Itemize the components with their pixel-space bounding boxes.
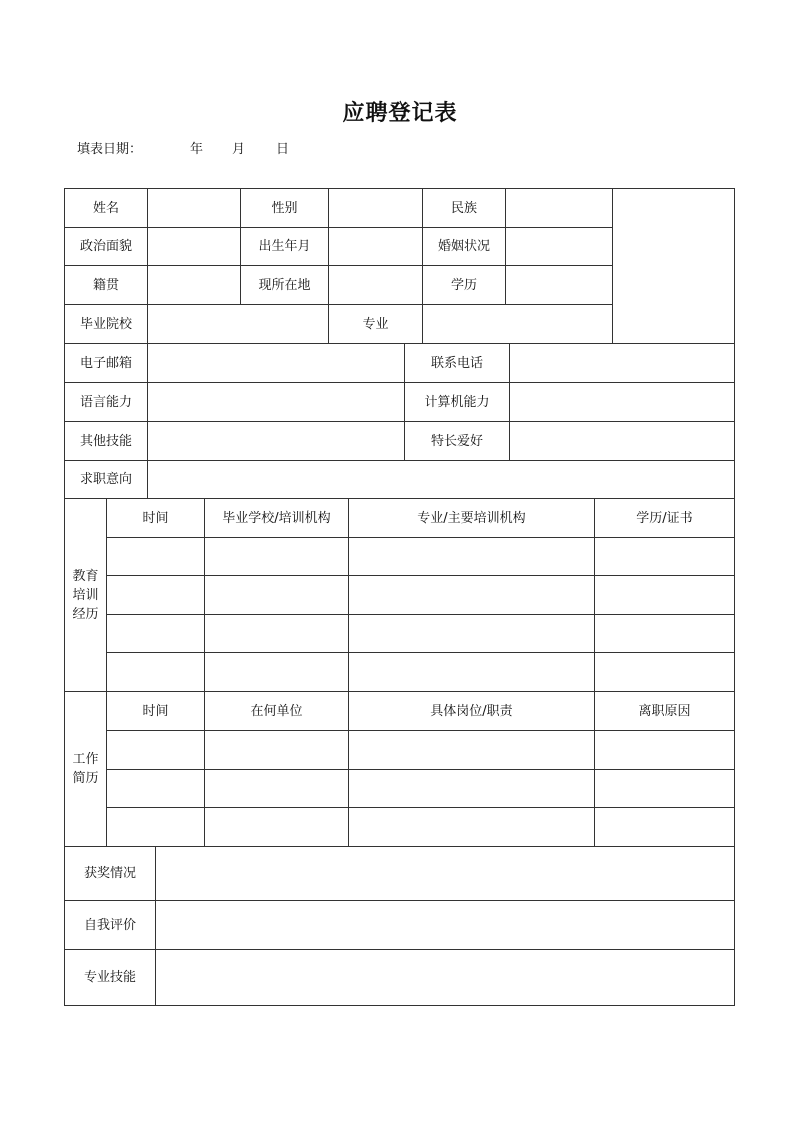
label-work-history — [65, 692, 106, 846]
label-education: 学历 — [450, 277, 477, 293]
label-graduate-school: 毕业院校 — [79, 316, 132, 332]
graduate-school-field[interactable] — [148, 305, 328, 343]
work-header-time: 时间 — [142, 703, 169, 719]
edu-header-time: 时间 — [142, 510, 169, 526]
gender-field[interactable] — [329, 189, 422, 227]
label-professional-skills: 专业技能 — [83, 970, 136, 985]
label-gender: 性别 — [271, 200, 298, 216]
marital-status-field[interactable] — [506, 228, 612, 265]
current-address-field[interactable] — [329, 266, 422, 304]
computer-field[interactable] — [510, 383, 734, 421]
label-other-skills: 其他技能 — [79, 433, 132, 449]
edu-header-school: 毕业学校/培训机构 — [222, 510, 331, 526]
row-line — [106, 730, 735, 731]
birth-date-field[interactable] — [329, 228, 422, 265]
work-header-employer: 在何单位 — [250, 703, 303, 719]
awards-field[interactable] — [156, 847, 734, 900]
education-label-line: 经历 — [72, 606, 99, 622]
label-marital-status: 婚姻状况 — [437, 239, 490, 254]
label-email: 电子邮箱 — [79, 355, 132, 371]
row-line — [106, 807, 735, 808]
self-evaluation-field[interactable] — [156, 901, 734, 949]
political-status-field[interactable] — [148, 228, 240, 265]
photo-field[interactable] — [613, 189, 734, 343]
form-title: 应聘登记表 — [342, 101, 458, 126]
edu-header-certificate: 学历/证书 — [636, 510, 693, 526]
label-self-evaluation: 自我评价 — [83, 917, 136, 933]
education-label-line: 教育 — [72, 568, 99, 584]
label-language: 语言能力 — [79, 394, 132, 410]
label-native-place: 籍贯 — [92, 277, 119, 293]
hobbies-field[interactable] — [510, 422, 734, 460]
work-header-position: 具体岗位/职责 — [430, 703, 513, 719]
other-skills-field[interactable] — [148, 422, 404, 460]
fill-date-label: 填表日期： — [77, 142, 143, 157]
work-label-line: 简历 — [72, 771, 99, 786]
language-field[interactable] — [148, 383, 404, 421]
year-label: 年 — [190, 142, 204, 157]
label-birth-date: 出生年月 — [258, 239, 311, 254]
row-line — [106, 575, 735, 576]
label-awards: 获奖情况 — [83, 866, 136, 881]
day-label: 日 — [276, 142, 290, 157]
work-header-leave-reason: 离职原因 — [638, 703, 691, 719]
native-place-field[interactable] — [148, 266, 240, 304]
edu-header-major: 专业/主要培训机构 — [417, 510, 526, 526]
label-education-history — [65, 499, 106, 691]
ethnicity-field[interactable] — [506, 189, 612, 227]
label-political-status: 政治面貌 — [79, 239, 132, 254]
email-field[interactable] — [148, 344, 404, 382]
label-current-address: 现所在地 — [258, 277, 311, 293]
label-phone: 联系电话 — [430, 355, 483, 371]
month-label: 月 — [232, 142, 246, 157]
label-name: 姓名 — [92, 200, 119, 216]
row-line — [106, 769, 735, 770]
row-line — [106, 537, 735, 538]
name-field[interactable] — [148, 189, 240, 227]
professional-skills-field[interactable] — [156, 950, 734, 1005]
border-right — [734, 188, 735, 1006]
label-ethnicity: 民族 — [450, 200, 477, 216]
phone-field[interactable] — [510, 344, 734, 382]
fill-date-line — [0, 138, 800, 158]
education-label-line: 培训 — [72, 587, 99, 603]
label-computer: 计算机能力 — [424, 394, 490, 410]
label-major: 专业 — [362, 316, 389, 332]
education-field[interactable] — [506, 266, 612, 304]
label-job-intent: 求职意向 — [79, 472, 132, 487]
work-label-line: 工作 — [72, 752, 99, 767]
border-bottom — [64, 1005, 735, 1006]
row-line — [106, 652, 735, 653]
major-field[interactable] — [423, 305, 612, 343]
label-hobbies: 特长爱好 — [430, 433, 483, 449]
job-intent-field[interactable] — [148, 461, 734, 498]
row-line — [106, 614, 735, 615]
